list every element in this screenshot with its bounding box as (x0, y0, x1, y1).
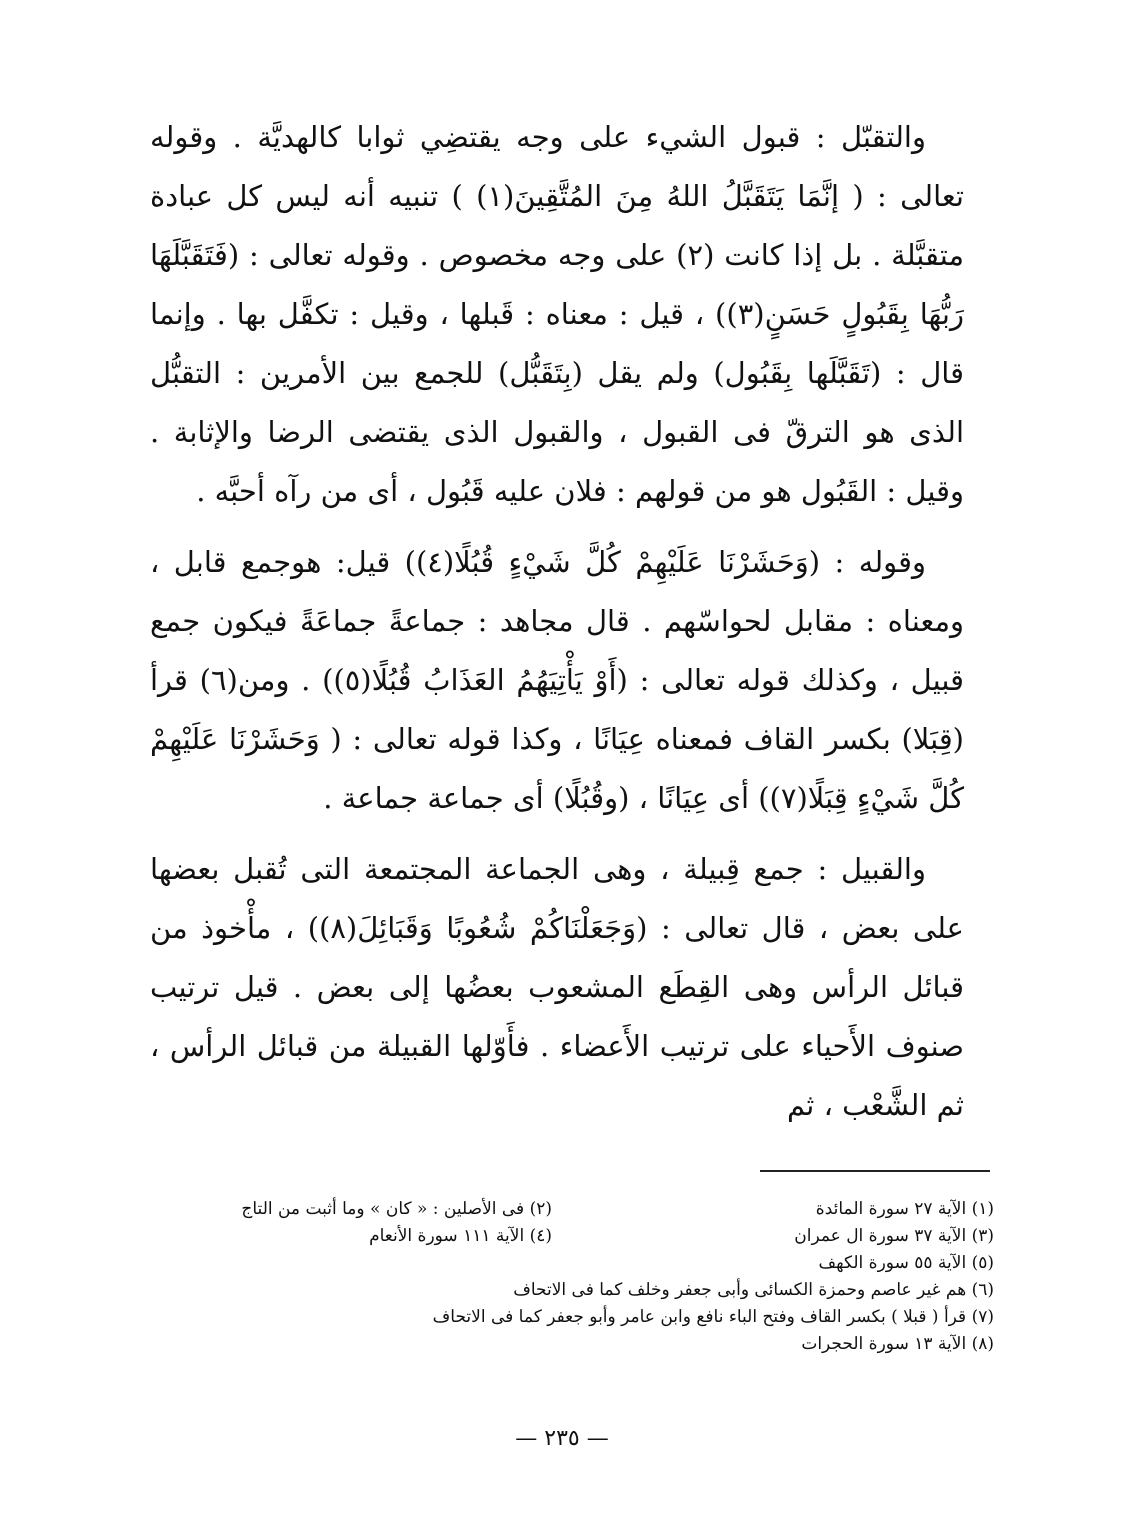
footnote-5: (٥) الآية ٥٥ سورة الكهف (818, 1253, 994, 1273)
footnotes (110, 1196, 994, 1358)
footnote-4: (٤) الآية ١١١ سورة الأنعام (369, 1226, 552, 1246)
footnote-6: (٦) هم غير عاصم وحمزة الكسائى وأبى جعفر وخلف كما فى الاتحاف (513, 1280, 994, 1300)
footnote-separator (760, 1170, 990, 1172)
paragraph-3: والقبيل : جمع قِبيلة ، وهى الجماعة المجتمعة التى تُقبل بعضها على بعض ، قال تعالى : (وَجَعَلْنَاكُمْ شُعُوبًا وَقَبَائِلَ(٨)) ، مأْخوذ من قبائل الرأس وهى القِطَع المشعوب بعضُها إلى بعض . قيل ترتيب صنوف الأَحياء على ترتيب الأَعضاء . فأَوّلها القبيلة من قبائل الرأس ، ثم الشَّعْب ، ثم (150, 852, 964, 1122)
paragraph-1: والتقبّل : قبول الشيء على وجه يقتضِي ثوابا كالهديَّة . وقوله تعالى : ( إنَّمَا يَتَقَبَّلُ اللهُ مِنَ المُتَّقِينَ(١) ) تنبيه أنه ليس كل عبادة متقبَّلة . بل إذا كانت (٢) على وجه مخصوص . وقوله تعالى : (فَتَقَبَّلَهَا رَبُّهَا بِقَبُولٍ حَسَنٍ(٣)) ، قيل : معناه : قَبلها ، وقيل : تكفَّل بها . وإنما قال : (تَقَبَّلَها بِقَبُول) ولم يقل (بِتَقَبُّل) للجمع بين الأمرين : التقبُّل الذى هو الترقّ فى القبول ، والقبول الذى يقتضى الرضا والإثابة . وقيل : القَبُول هو من قولهم : فلان عليه قَبُول ، أى من رآه أحبَّه . (150, 120, 965, 508)
footnote-2: (٢) فى الأصلين : « كان » وما أثبت من التاج (241, 1199, 552, 1219)
footnote-1: (١) الآية ٢٧ سورة المائدة (815, 1199, 994, 1219)
page-number: — ٢٣٥ — (515, 1426, 609, 1451)
footnote-3: (٣) الآية ٣٧ سورة ال عمران (794, 1226, 994, 1246)
body-text (150, 108, 964, 1135)
paragraph-2: وقوله : (وَحَشَرْنَا عَلَيْهِمْ كُلَّ شَيْءٍ قُبُلًا(٤)) قيل: هوجمع قابل ، ومعناه : مقابل لحواسّهم . قال مجاهد : جماعةً جماعَةً فيكون جمع قبيل ، وكذلك قوله تعالى : (أَوْ يَأْتِيَهُمُ العَذَابُ قُبُلًا(٥)) . ومن(٦) قرأ (قِبَلا) بكسر القاف فمعناه عِيَانًا ، وكذا قوله تعالى : ( وَحَشَرْنَا عَلَيْهِمْ كُلَّ شَيْءٍ قِبَلًا(٧)) أى عِيَانًا ، (وقُبُلًا) أى جماعة جماعة . (150, 545, 964, 815)
footnote-7: (٧) قرأ ( قبلا ) بكسر القاف وفتح الباء نافع وابن عامر وأبو جعفر كما فى الاتحاف (432, 1307, 994, 1327)
footnote-8: (٨) الآية ١٣ سورة الحجرات (801, 1334, 994, 1354)
